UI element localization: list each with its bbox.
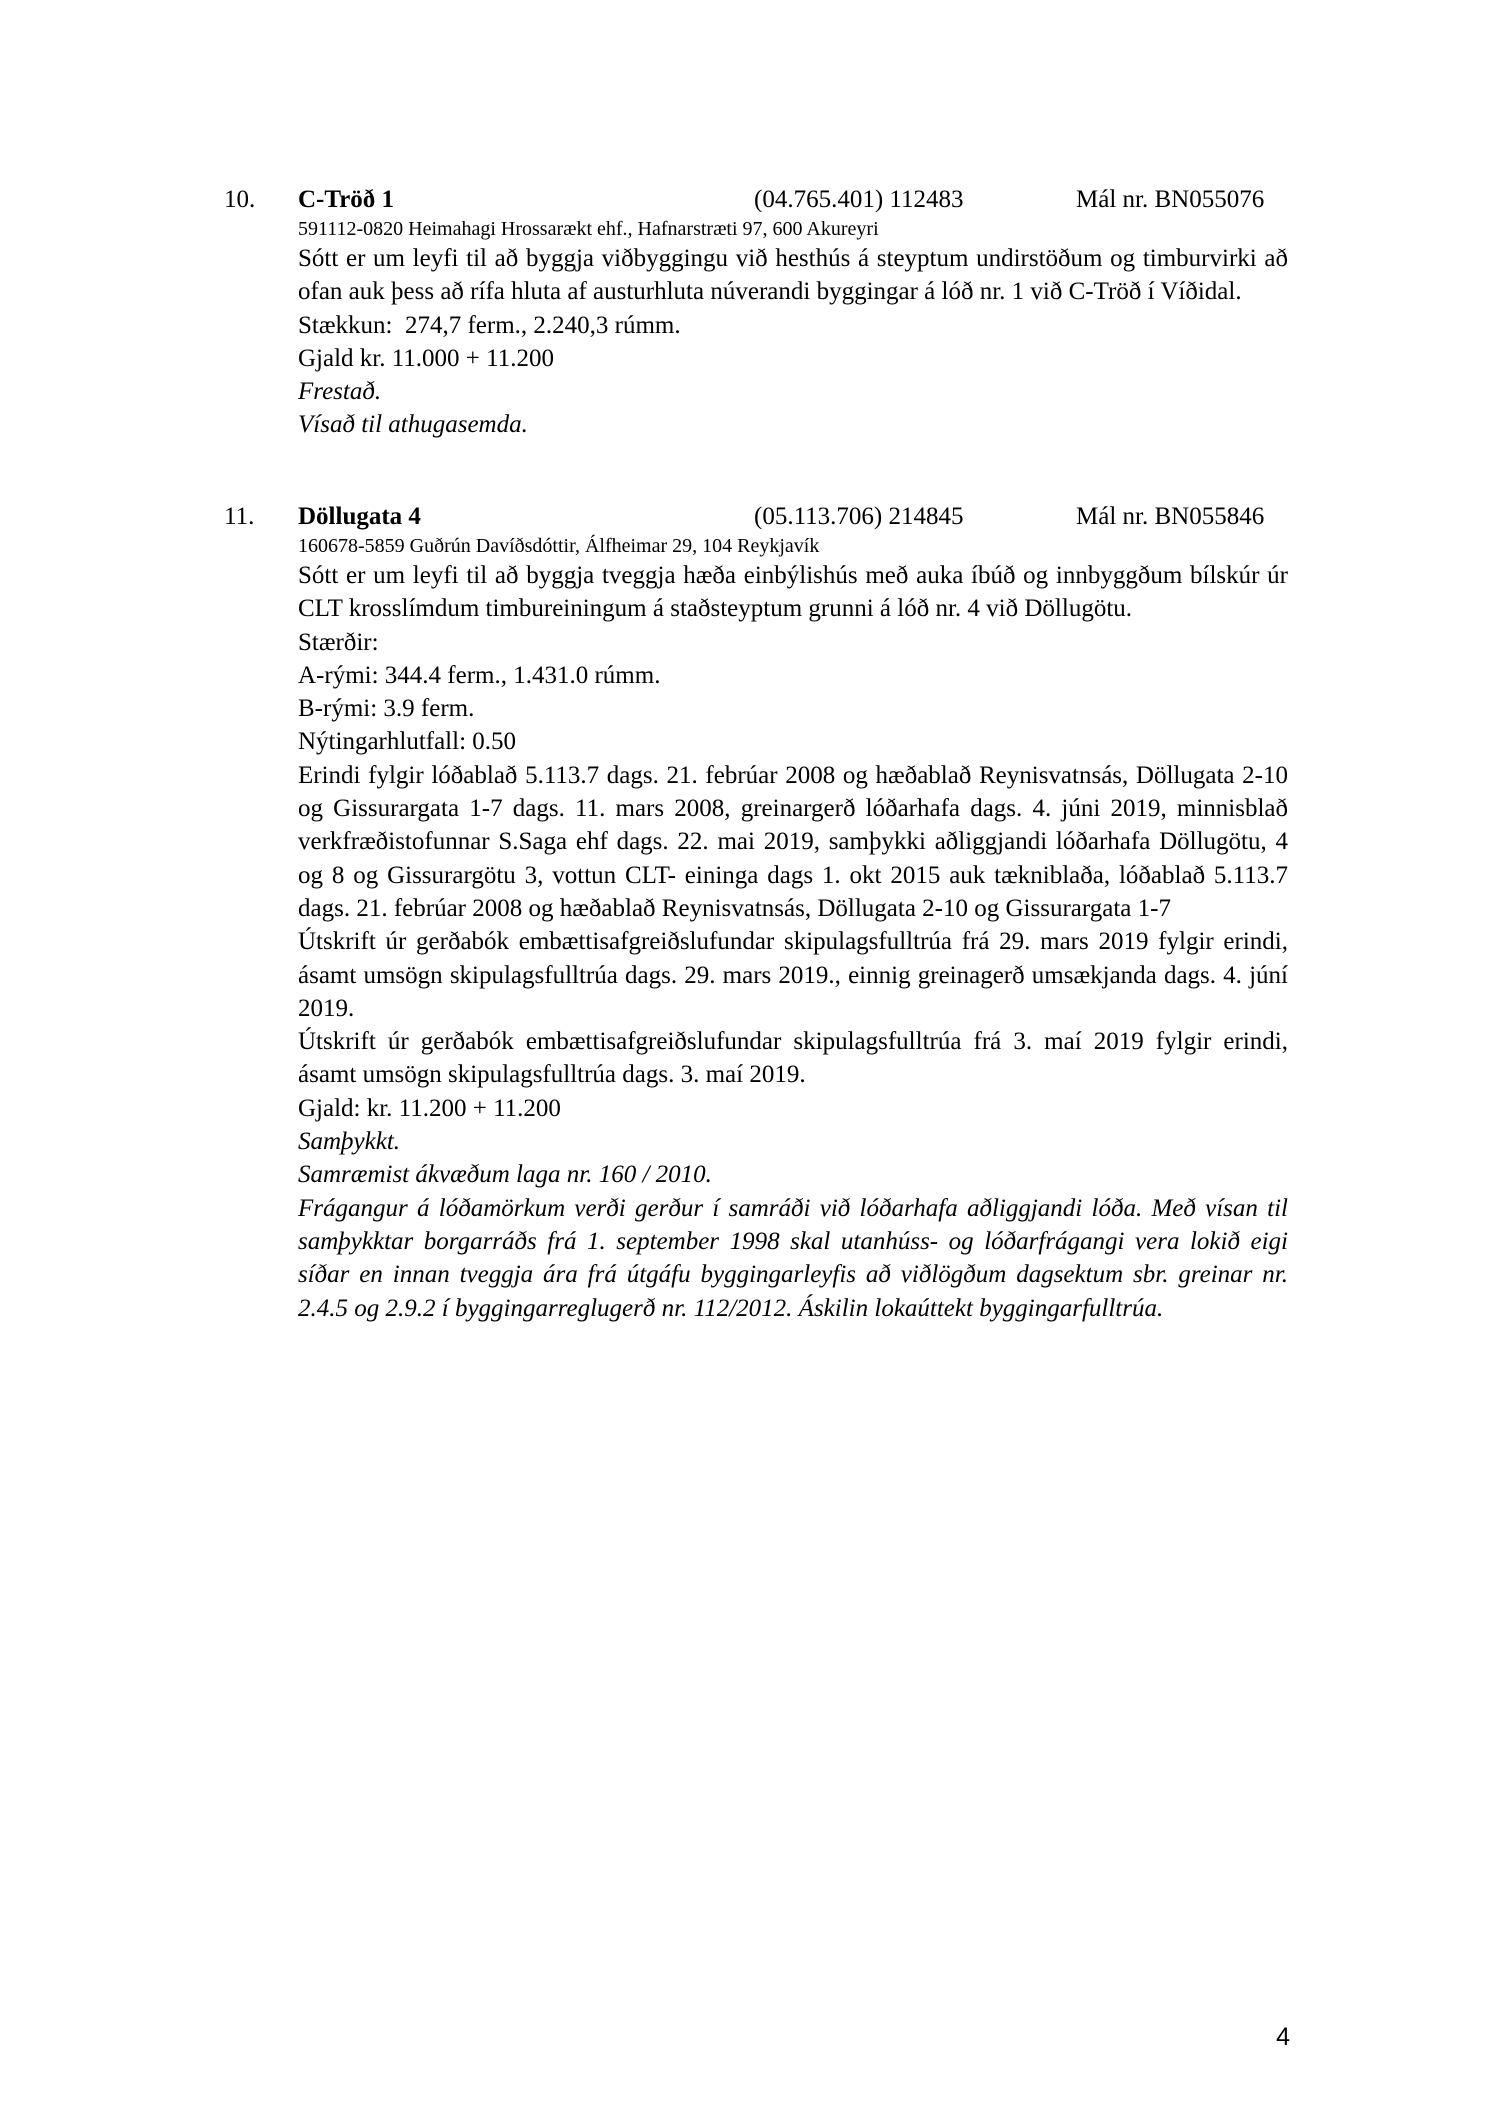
decision-text: Vísað til athugasemda.	[298, 411, 528, 439]
case-header	[0, 183, 1500, 217]
case-paragraph: Útskrift úr gerðabók embættisafgreiðslufundar skipulagsfulltrúa frá 3. maí 2019 fylgir erindi, ásamt umsögn skipulagsfulltrúa dags. 3. maí 2019.	[298, 1028, 1288, 1089]
case-paragraph: Gjald: kr. 11.200 + 11.200	[298, 1094, 561, 1122]
case-paragraph: B-rými: 3.9 ferm.	[298, 695, 475, 723]
decision-text: Samþykkt.	[298, 1128, 401, 1156]
case-paragraph: A-rými: 344.4 ferm., 1.431.0 rúmm.	[298, 661, 661, 689]
case-entry	[0, 500, 1500, 1325]
case-number: 10.	[224, 186, 256, 213]
case-title: Döllugata 4	[298, 503, 421, 530]
case-paragraph: Stækkun: 274,7 ferm., 2.240,3 rúmm.	[298, 311, 681, 339]
case-number: 11.	[224, 503, 255, 530]
applicant-line: 160678-5859 Guðrún Davíðsdóttir, Álfheimar 29, 104 Reykjavík	[298, 535, 820, 557]
decision-text: Frestað.	[298, 378, 382, 406]
case-paragraph: Gjald kr. 11.000 + 11.200	[298, 344, 554, 372]
case-header	[0, 500, 1500, 534]
case-paragraph: Erindi fylgir lóðablað 5.113.7 dags. 21. febrúar 2008 og hæðablað Reynisvatnsás, Döllugata 2-10 og Gissurargata 1-7 dags. 11. mars 2008, greinargerð lóðarhafa dags. 4. júni 2019, minnisblað verkfræðistofunnar S.Saga ehf dags. 22. mai 2019, samþykki aðliggjandi lóðarhafa Döllugötu, 4 og 8 og Gissurargötu 3, vottun CLT- eininga dags 1. okt 2015 auk tækniblaða, lóðablað 5.113.7 dags. 21. febrúar 2008 og hæðablað Reynisvatnsás, Döllugata 2-10 og Gissurargata 1-7	[298, 761, 1288, 922]
case-number-reference: Mál nr. BN055846	[1076, 503, 1265, 530]
case-number-reference: Mál nr. BN055076	[1076, 186, 1265, 213]
case-body	[298, 242, 1288, 442]
case-paragraph: Sótt er um leyfi til að byggja tveggja hæða einbýlishús með auka íbúð og innbyggðum bílskúr úr CLT krosslímdum timbureiningum á staðsteyptum grunni á lóð nr. 4 við Döllugötu.	[298, 562, 1288, 623]
case-entry	[0, 183, 1500, 442]
case-reference: (04.765.401) 112483	[754, 186, 964, 213]
case-paragraph: Sótt er um leyfi til að byggja viðbyggingu við hesthús á steyptum undirstöðum og timburvirki að ofan auk þess að rífa hluta af austurhluta núverandi byggingar á lóð nr. 1 við C-Tröð í Víðidal.	[298, 245, 1288, 306]
page-number: 4	[1276, 2023, 1290, 2051]
case-reference: (05.113.706) 214845	[754, 503, 964, 530]
decision-text: Samræmist ákvæðum laga nr. 160 / 2010.	[298, 1161, 712, 1189]
case-paragraph: Útskrift úr gerðabók embættisafgreiðslufundar skipulagsfulltrúa frá 29. mars 2019 fylgir erindi, ásamt umsögn skipulagsfulltrúa dags. 29. mars 2019., einnig greinagerð umsækjanda dags. 4. júní 2019.	[298, 928, 1288, 1022]
case-title: C-Tröð 1	[298, 186, 395, 213]
case-paragraph: Nýtingarhlutfall: 0.50	[298, 728, 517, 756]
decision-text: Frágangur á lóðamörkum verði gerður í samráði við lóðarhafa aðliggjandi lóða. Með vísan til samþykktar borgarráðs frá 1. september 1998 skal utanhúss- og lóðarfrágangi vera lokið eigi síðar en innan tveggja ára frá útgáfu byggingarleyfis að viðlögðum dagsektum sbr. greinar nr. 2.4.5 og 2.9.2 í byggingarreglugerð nr. 112/2012. Áskilin lokaúttekt byggingarfulltrúa.	[298, 1194, 1288, 1322]
applicant-line: 591112-0820 Heimahagi Hrossarækt ehf., Hafnarstræti 97, 600 Akureyri	[298, 218, 879, 240]
case-body	[298, 559, 1288, 1325]
case-paragraph: Stærðir:	[298, 628, 379, 656]
